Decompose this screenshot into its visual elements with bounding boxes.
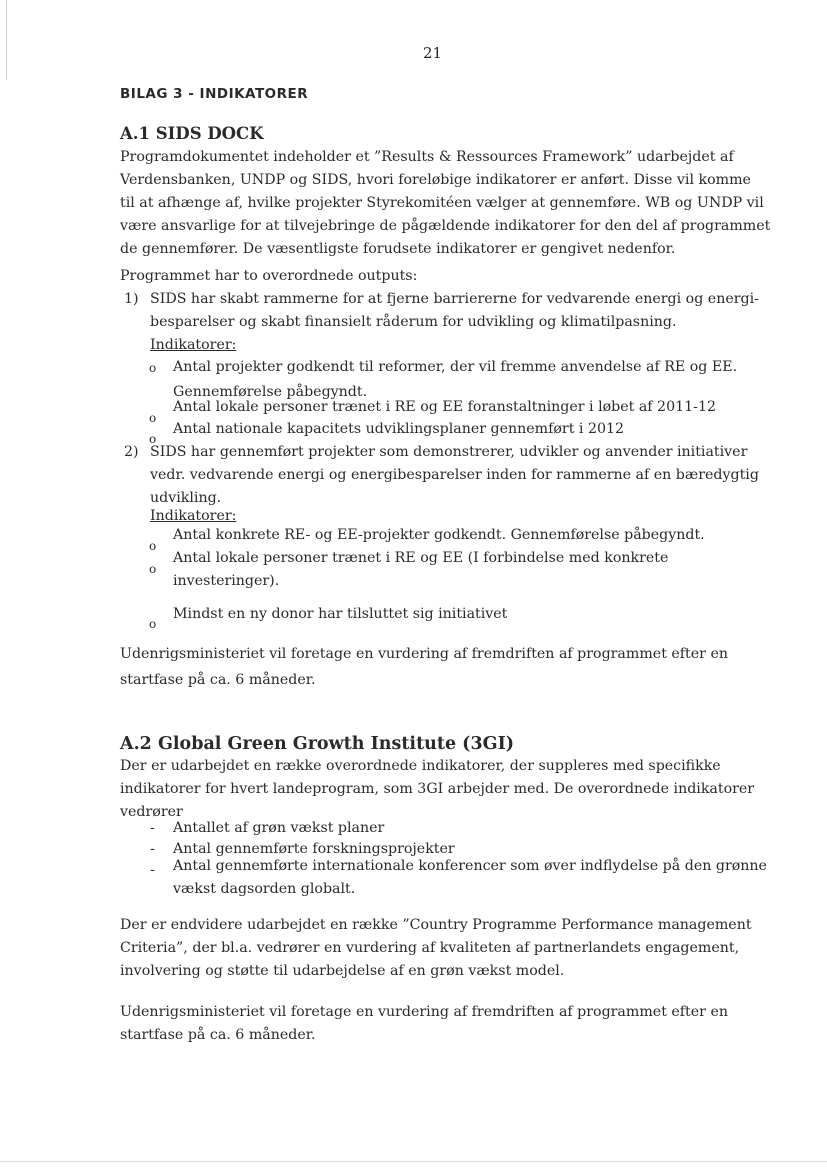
a1-intro-line: Programdokumentet indeholder et ”Results & Ressources Framework” udarbejdet af: [120, 149, 734, 165]
bullet-circle: o: [149, 361, 157, 375]
a2-para2-line: Der er endvidere udarbejdet en række ”Country Programme Performance management: [120, 917, 752, 933]
page-number: 21: [423, 44, 443, 62]
a2-intro-line: Der er udarbejdet en række overordnede indikatorer, der suppleres med specifikke: [120, 758, 721, 774]
output1-number: 1): [124, 291, 139, 307]
output2-number: 2): [124, 444, 139, 460]
scan-bottom-line: [0, 1161, 827, 1162]
a1-intro-paragraph: [120, 146, 770, 261]
output1-indicators-label: Indikatorer:: [150, 337, 237, 353]
a2-dash-item-1: Antallet af grøn vækst planer: [173, 820, 385, 836]
output1-line: besparelser og skabt finansielt råderum for udvikling og klimatilpasning.: [150, 314, 677, 330]
indicator-line: Antal lokale personer trænet i RE og EE (I forbindelse med konkrete: [173, 550, 669, 566]
a2-para2-line: involvering og støtte til udarbejdelse af en grøn vækst model.: [120, 963, 565, 979]
dash-bullet: -: [150, 841, 155, 857]
a1-intro-line: Verdensbanken, UNDP og SIDS, hvori foreløbige indikatorer er anført. Disse vil komme: [120, 172, 751, 188]
section-a1-title: A.1 SIDS DOCK: [120, 124, 264, 143]
a2-dash-item-2: Antal gennemførte forskningsprojekter: [173, 841, 455, 857]
output2-indicator-3: Mindst en ny donor har tilsluttet sig initiativet: [173, 606, 508, 622]
a1-intro-line: de gennemfører. De væsentligste forudsete indikatorer er gengivet nedenfor.: [120, 241, 676, 257]
bullet-circle: o: [149, 432, 157, 446]
a2-intro-paragraph: [120, 755, 754, 824]
indicator-line: Gennemførelse påbegyndt.: [173, 384, 368, 400]
a2-paragraph-2: [120, 914, 752, 983]
a2-closing-line: startfase på ca. 6 måneder.: [120, 1027, 316, 1043]
a1-closing-line: startfase på ca. 6 måneder.: [120, 672, 316, 688]
a2-dash-item-3: [173, 855, 767, 901]
section-a2-title: A.2 Global Green Growth Institute (3GI): [120, 734, 515, 754]
output2-line: SIDS har gennemført projekter som demonstrerer, udvikler og anvender initiativer: [150, 444, 748, 460]
output1-indicator-3: Antal nationale kapacitets udviklingsplaner gennemført i 2012: [173, 421, 625, 437]
a2-intro-line: vedrører: [120, 804, 183, 820]
a2-closing-paragraph: [120, 1001, 728, 1047]
bullet-circle: o: [149, 617, 157, 631]
a1-intro-line: til at afhænge af, hvilke projekter Styrekomitéen vælger at gennemføre. WB og UNDP vil: [120, 195, 764, 211]
output2-line: vedr. vedvarende energi og energibesparelser inden for rammerne af en bæredygtig: [150, 467, 759, 483]
a2-closing-line: Udenrigsministeriet vil foretage en vurdering af fremdriften af programmet efter en: [120, 1004, 728, 1020]
output1-text: [150, 288, 759, 334]
a2-para2-line: Criteria”, der bl.a. vedrører en vurdering af kvaliteten af partnerlandets engagement,: [120, 940, 740, 956]
output1-line: SIDS har skabt rammerne for at fjerne barriererne for vedvarende energi og energi-: [150, 291, 759, 307]
annex-heading: BILAG 3 - INDIKATORER: [120, 86, 309, 102]
a1-outputs-intro: Programmet har to overordnede outputs:: [120, 268, 418, 284]
a1-closing-line: Udenrigsministeriet vil foretage en vurdering af fremdriften af programmet efter en: [120, 646, 728, 662]
output1-indicator-2: Antal lokale personer trænet i RE og EE foranstaltninger i løbet af 2011-12: [173, 399, 717, 415]
scan-edge-line: [6, 0, 7, 80]
output2-text: [150, 441, 759, 510]
dash-item-line: vækst dagsorden globalt.: [173, 881, 356, 897]
a2-intro-line: indikatorer for hvert landeprogram, som 3GI arbejder med. De overordnede indikatorer: [120, 781, 755, 797]
indicator-line: Antal projekter godkendt til reformer, der vil fremme anvendelse af RE og EE.: [173, 359, 738, 375]
output2-indicator-1: Antal konkrete RE- og EE-projekter godkendt. Gennemførelse påbegyndt.: [173, 527, 705, 543]
bullet-circle: o: [149, 562, 157, 576]
output2-indicator-2: [173, 547, 668, 593]
dash-bullet: -: [150, 820, 155, 836]
output2-line: udvikling.: [150, 490, 222, 506]
dash-bullet: -: [150, 862, 155, 878]
a1-closing-paragraph: [120, 641, 728, 693]
indicator-line: investeringer).: [173, 573, 280, 589]
bullet-circle: o: [149, 539, 157, 553]
a1-intro-line: være ansvarlige for at tilvejebringe de pågældende indikatorer for den del af programmet: [120, 218, 771, 234]
dash-item-line: Antal gennemførte internationale konferencer som øver indflydelse på den grønne: [173, 858, 767, 874]
output2-indicators-label: Indikatorer:: [150, 508, 237, 524]
bullet-circle: o: [149, 411, 157, 425]
